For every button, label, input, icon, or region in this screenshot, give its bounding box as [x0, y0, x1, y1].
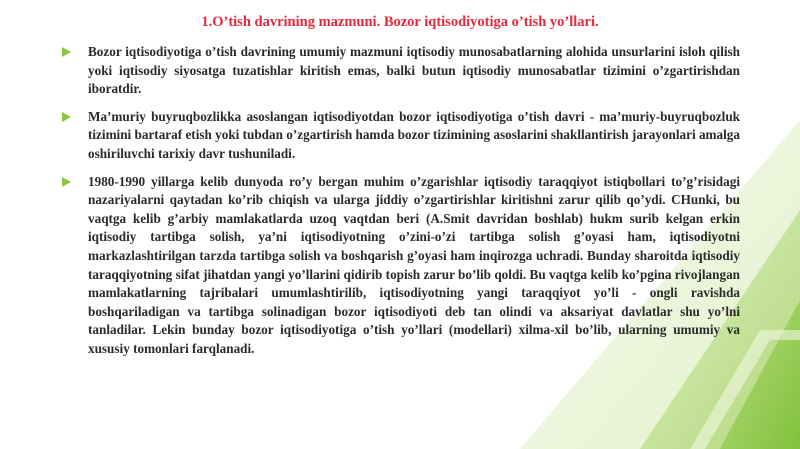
- slide-title: 1.O’tish davrining mazmuni. Bozor iqtisodiyotiga o’tish yo’llari.: [201, 14, 599, 30]
- green-triangle-bullet-icon: [62, 177, 71, 187]
- bullet-paragraph-1: [62, 43, 740, 99]
- green-triangle-bullet-icon: [62, 47, 71, 57]
- paragraph-text: 1980-1990 yillarga kelib dunyoda ro’y bergan muhim o’zgarishlar iqtisodiy taraqqiyot istiqbollari to’g’risidagi nazariyalarni qaytadan ko’rib chiqish va ularga jiddiy o’zgartirishlar kiritishni zarur qilib qo’ydi. CHunki, bu vaqtga kelib g’arbiy mamlakatlarda uzoq vaqtdan beri (A.Smit davridan boshlab) hukm surib kelgan erkin iqtisodiy tartibga solish, ya’ni iqtisodiyotning o’zini-o’zi tartibga solish g’oyasi ham, iqtisodiyotni markazlashtirilgan tarzda tartibga solish va boshqarish g’oyasi ham inqirozga uchradi. Bunday sharoitda iqtisodiy taraqqiyotning sifat jihatdan yangi yo’llarini qidirib topish zarur bo’lib qoldi. Bu vaqtga kelib ko’pgina rivojlangan mamlakatlarning tajribalari umumlashtirilib, iqtisodiyotning yangi taraqqiyot yo’li - ongli ravishda boshqariladigan va tartibga solinadigan bozor iqtisodiyoti deb tan olindi va aksariyat davlatlar shu yo’lni tanladilar. Lekin bunday bozor iqtisodiyotiga o’tish yo’llari (modellari) xilma-xil bo’lib, ularning umumiy va xususiy tomonlari farqlanadi.: [88, 173, 740, 356]
- bullet-paragraph-3: [62, 173, 740, 359]
- paragraph-text: Bozor iqtisodiyotiga o’tish davrining umumiy mazmuni iqtisodiy munosabatlarning alohida unsurlarini isloh qilish yoki iqtisodiy siyosatga tuzatishlar kiritish emas, balki butun iqtisodiy munosabatlar tizimini o’zgartirishdan iboratdir.: [88, 44, 740, 97]
- green-triangle-bullet-icon: [62, 112, 71, 122]
- bullet-paragraph-2: [62, 108, 740, 164]
- paragraph-text: Ma’muriy buyruqbozlikka asoslangan iqtisodiyotdan bozor iqtisodiyotiga o’tish davri - ma’muriy-buyruqbozluk tizimini bartaraf etish yoki tubdan o’zgartirish hamda bozor tizimining asoslarini shakllantirish jarayonlari amalga oshiriluvchi tarixiy davr tushuniladi.: [88, 108, 740, 161]
- slide-content: [62, 43, 740, 368]
